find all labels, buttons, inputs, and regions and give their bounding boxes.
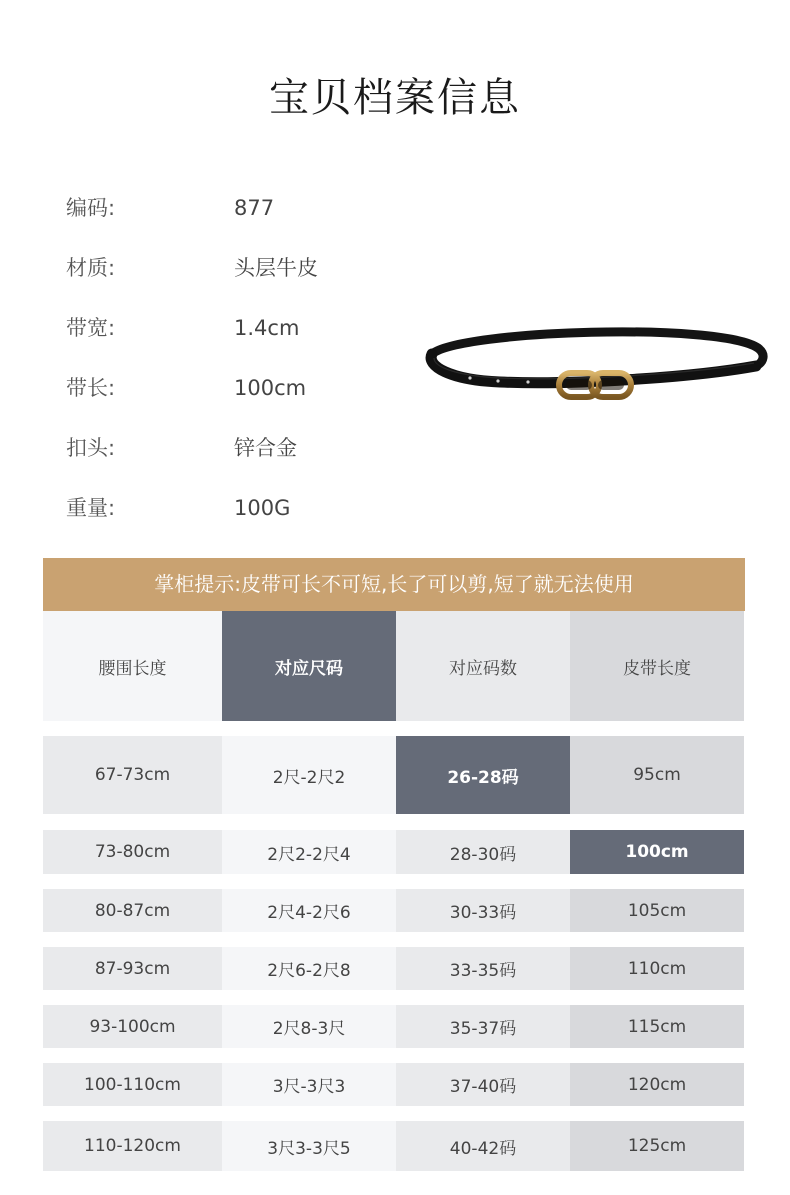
spec-value: 1.4cm [234, 316, 300, 340]
table-cell: 110cm [570, 947, 744, 990]
table-cell: 2尺-2尺2 [222, 736, 396, 814]
table-header-size: 对应尺码 [222, 611, 396, 721]
spec-label: 编码: [66, 196, 116, 220]
table-cell: 125cm [570, 1121, 744, 1171]
spec-value: 100cm [234, 376, 307, 400]
spec-value: 877 [234, 196, 275, 220]
table-header-belt-length: 皮带长度 [570, 611, 744, 721]
table-cell: 2尺6-2尺8 [222, 947, 396, 990]
table-cell: 120cm [570, 1063, 744, 1106]
table-cell: 2尺4-2尺6 [222, 889, 396, 932]
spec-label: 材质: [66, 256, 116, 280]
table-cell: 35-37码 [396, 1005, 570, 1048]
spec-label: 带宽: [66, 316, 116, 340]
spec-value: 头层牛皮 [234, 256, 318, 280]
table-cell-highlight: 26-28码 [396, 736, 570, 814]
table-cell: 30-33码 [396, 889, 570, 932]
table-cell: 110-120cm [43, 1121, 222, 1171]
table-cell: 73-80cm [43, 830, 222, 874]
table-cell: 93-100cm [43, 1005, 222, 1048]
spec-label: 重量: [66, 496, 116, 520]
spec-value: 锌合金 [234, 436, 297, 460]
table-cell: 105cm [570, 889, 744, 932]
table-cell: 28-30码 [396, 830, 570, 874]
belt-product-image [420, 318, 770, 428]
page-title: 宝贝档案信息 [269, 75, 521, 121]
table-cell: 67-73cm [43, 736, 222, 814]
table-cell-highlight: 100cm [570, 830, 744, 874]
table-cell: 2尺2-2尺4 [222, 830, 396, 874]
spec-label: 扣头: [66, 436, 116, 460]
table-header-code: 对应码数 [396, 611, 570, 721]
table-cell: 115cm [570, 1005, 744, 1048]
table-cell: 40-42码 [396, 1121, 570, 1171]
spec-label: 带长: [66, 376, 116, 400]
table-cell: 100-110cm [43, 1063, 222, 1106]
table-cell: 3尺-3尺3 [222, 1063, 396, 1106]
table-cell: 3尺3-3尺5 [222, 1121, 396, 1171]
table-cell: 37-40码 [396, 1063, 570, 1106]
spec-value: 100G [234, 496, 291, 520]
shopkeeper-tip: 掌柜提示:皮带可长不可短,长了可以剪,短了就无法使用 [43, 558, 745, 611]
table-cell: 2尺8-3尺 [222, 1005, 396, 1048]
table-cell: 80-87cm [43, 889, 222, 932]
table-cell: 87-93cm [43, 947, 222, 990]
table-cell: 95cm [570, 736, 744, 814]
table-header-waist: 腰围长度 [43, 611, 222, 721]
table-cell: 33-35码 [396, 947, 570, 990]
